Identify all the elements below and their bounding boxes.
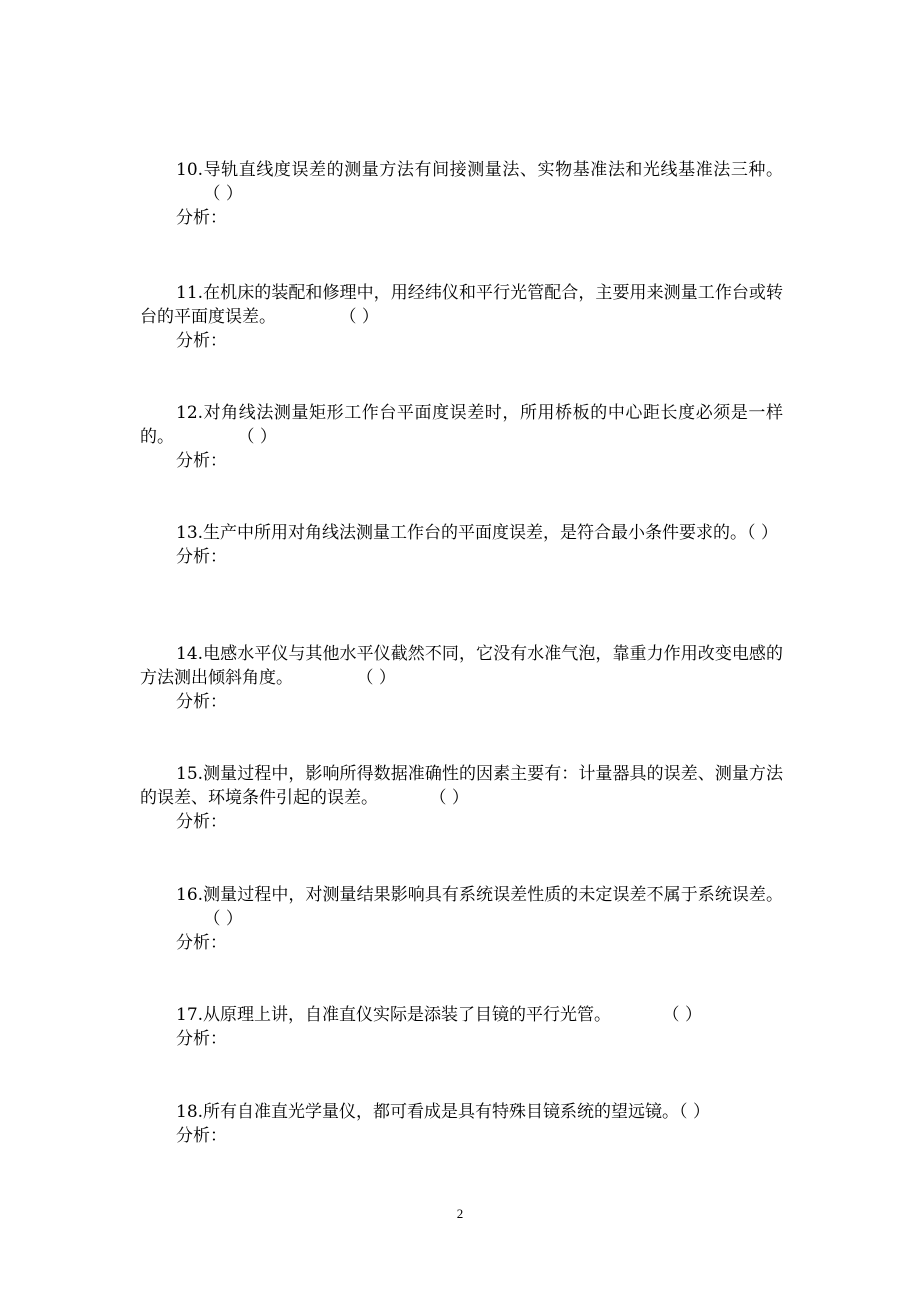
question-11 — [140, 281, 783, 353]
question-15 — [140, 762, 783, 834]
question-text: 18.所有自准直光学量仪，都可看成是具有特殊目镜系统的望远镜。 — [176, 1102, 680, 1122]
analysis-label: 分析： — [176, 933, 227, 953]
analysis-label: 分析： — [176, 1126, 227, 1146]
question-text: 17.从原理上讲，自准直仪实际是添装了目镜的平行光管。 — [176, 1005, 612, 1025]
answer-blank: （ ） — [747, 523, 778, 543]
analysis-label: 分析： — [176, 451, 227, 471]
question-17 — [140, 1003, 783, 1051]
question-text: 11.在机床的装配和修理中，用经纬仪和平行光管配合，主要用来测量工作台或转台的平面度误差。 — [140, 283, 783, 327]
analysis-label: 分析： — [176, 208, 227, 228]
page-number: 2 — [456, 1206, 464, 1221]
question-text: 15.测量过程中，影响所得数据准确性的因素主要有：计量器具的误差、测量方法的误差、环境条件引起的误差。 — [140, 764, 783, 808]
question-text: 14.电感水平仪与其他水平仪截然不同，它没有水准气泡，靠重力作用改变电感的方法测出倾斜角度。 — [140, 644, 783, 688]
question-text: 13.生产中所用对角线法测量工作台的平面度误差，是符合最小条件要求的。 — [176, 523, 748, 543]
answer-blank: （ ） — [438, 788, 469, 808]
question-18 — [140, 1100, 783, 1148]
analysis-label: 分析： — [176, 812, 227, 832]
answer-blank: （ ） — [365, 668, 396, 688]
question-12 — [140, 401, 783, 473]
answer-blank: （ ） — [348, 307, 379, 327]
answer-blank: （ ） — [679, 1102, 710, 1122]
answer-blank: （ ） — [246, 427, 277, 447]
question-text: 12.对角线法测量矩形工作台平面度误差时，所用桥板的中心距长度必须是一样的。 — [140, 403, 783, 447]
analysis-label: 分析： — [176, 331, 227, 351]
answer-blank: （ ） — [671, 1005, 702, 1025]
answer-blank: （ ） — [212, 909, 243, 929]
analysis-label: 分析： — [176, 692, 227, 712]
analysis-label: 分析： — [176, 547, 227, 567]
question-16 — [140, 883, 783, 955]
question-text: 16.测量过程中，对测量结果影响具有系统误差性质的未定误差不属于系统误差。 — [176, 885, 783, 905]
answer-blank: （ ） — [212, 184, 243, 204]
question-14 — [140, 642, 783, 714]
analysis-label: 分析： — [176, 1029, 227, 1049]
question-text: 10.导轨直线度误差的测量方法有间接测量法、实物基准法和光线基准法三种。 — [176, 160, 783, 180]
question-13 — [140, 521, 783, 569]
question-10 — [140, 158, 783, 230]
